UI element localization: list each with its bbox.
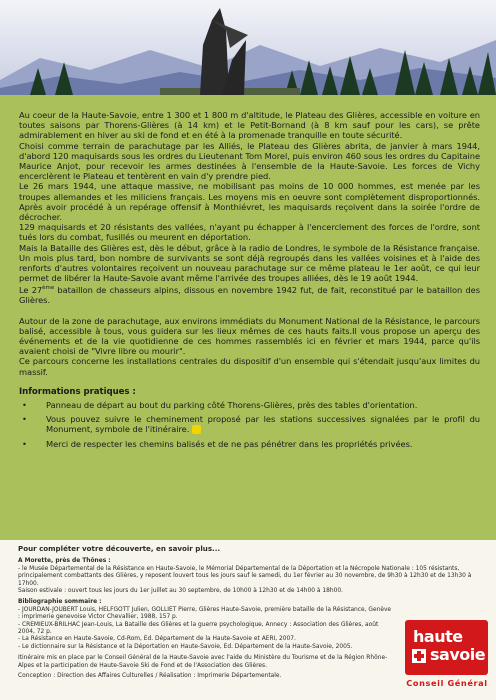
info-title: Informations pratiques :	[19, 386, 136, 397]
haute-savoie-logo: haute savoie Conseil Général	[402, 620, 492, 696]
content-panel	[0, 95, 496, 540]
paragraph-attaque: Le 26 mars 1944, une attaque massive, ne mobilisant pas moins de 10 000 hommes, est menée par les troupes allemandes et les miliciens français. Les moyens mis en oeuvre sont complètement disproportionnés. Après avoir procédé à un repérage offensif à Monthiévret, les maquisards reçoivent dans la soirée l'ordre de décrocher.	[19, 181, 480, 223]
paragraph-parcours: Autour de la zone de parachutage, aux environs immédiats du Monument National de la Résistance, le parcours balisé, accessible à tous, vous guidera sur les lieux mêmes de ces hauts faits.Il vous propose un aperçu des événements et de la vie quotidienne de ces hommes rassemblés ici en février et mars 1944, parce qu'ils avaient choisi de "Vivre libre ou mourir".	[19, 315, 480, 357]
bullet-icon: •	[22, 400, 27, 411]
paragraph-bataillon: Le 27ème bataillon de chasseurs alpins, dissous en novembre 1942 fut, de fait, reconstitué par le bataillon des Glières.	[19, 285, 480, 306]
conception-credits: Conception : Direction des Affaires Culturelles / Réalisation : Imprimerie Départementale.	[18, 673, 282, 680]
paragraph-bataille: Mais la Bataille des Glières est, dès le début, grâce à la radio de Londres, le symbole de la Résistance française. Un mois plus tard, bon nombre de survivants se sont déjà regroupés dans les vallées voisines et à l'aide des renforts d'autres volontaires reçoivent un nouveau parachutage sur ce même plateau le 1er août, ce qui leur permet de libérer la Haute-Savoie avant même l'arrivée des troupes alliées, dès le 19 août 1944.	[19, 242, 480, 284]
paragraph-parachutage: Choisi comme terrain de parachutage par les Alliés, le Plateau des Glières abrita, de janvier à mars 1944, d'abord 120 maquisards sous les ordres du Lieutenant Tom Morel, puis environ 460 sous les ordres du Capitaine Maurice Anjot, pour recevoir les armes destinées à l'ensemble de la Haute-Savoie. Les forces de Vichy encerclèrent le Plateau et tentèrent en vain d'y prendre pied.	[19, 140, 480, 182]
footer-title: Pour compléter votre découverte, en savoir plus...	[18, 544, 221, 553]
monument-profile-icon	[192, 425, 201, 434]
biblio-title: Bibliographie sommaire :	[18, 599, 102, 606]
biblio-line: - La Résistance en Haute-Savoie, Cd-Rom, Ed. Département de la Haute-Savoie et AERI, 2007.	[18, 636, 296, 643]
practical-info	[19, 387, 480, 449]
paragraph-intro: Au coeur de la Haute-Savoie, entre 1 300 et 1 800 m d'altitude, le Plateau des Glières, accessible en voiture en toutes saisons par Thorens-Glières (à 14 km) et le Petit-Bornand (à 8 km sauf pour les cars), se prête admirablement en hiver au ski de fond et en été à la promenade tranquille en toute sécurité.	[19, 110, 480, 141]
paragraph-maquisards: 129 maquisards et 20 résistants des vallées, n'ayant pu échapper à l'encerclement des forces de l'ordre, sont tués lors du combat, fusillés ou meurent en déportation.	[19, 222, 480, 243]
mountain-landscape-illustration	[0, 0, 496, 95]
biblio-line: - Le dictionnaire sur la Résistance et la Déportation en Haute-Savoie, Ed. Département de la Haute-Savoie, 2005.	[18, 643, 353, 650]
header-photo-monument	[0, 0, 496, 95]
savoie-cross-icon	[412, 649, 426, 663]
info-item: • Vous pouvez suivre le cheminement proposé par les stations successives signalées par le profil du Monument, symbole de l'itinéraire.	[22, 414, 480, 435]
bullet-icon: •	[22, 438, 27, 449]
biblio-line: - CREMIEUX-BRILHAC Jean-Louis, La Bataille des Glières et la guerre psychologique, Annecy : Association des Glières, août 2004, 72 p.	[18, 621, 379, 636]
info-item: • Panneau de départ au bout du parking côté Thorens-Glières, près des tables d'orientation.	[22, 400, 418, 411]
itinerary-credits: Itinéraire mis en place par le Conseil Général de la Haute-Savoie avec l'aide du Ministère du Tourisme et de la Région Rhône-Alpes et la participation de Haute-Savoie Ski de Fond et de l'Association des Glières.	[18, 655, 388, 669]
paragraph-installations: Ce parcours concerne les installations centrales du dispositif d'un ensemble qui s'étendait jusqu'aux limites du massif.	[19, 356, 480, 377]
info-item: • Merci de respecter les chemins balisés et de ne pas pénétrer dans les propriétés privées.	[22, 438, 413, 449]
morette-line: - le Musée Départemental de la Résistance en Haute-Savoie, le Mémorial Départemental de la Déportation et la Nécropole Nationale : 105 résistants, principalement combattants des Glières, y reposent louvert tous les jours sauf le samedi, du 1er février au 30 novembre, de 9h30 à 12h30 et de 13h30 à 17h00.	[18, 565, 472, 587]
biblio-line: - JOURDAN-JOUBERT Louis, HELFGOTT Julien, GOLLIET Pierre, Glières Haute-Savoie, première bataille de la Résistance, Genève : imprimerie genevoise Victor Chevallier, 1988, 157 p.	[18, 606, 392, 621]
main-text	[19, 110, 480, 453]
morette-line: Saison estivale : ouvert tous les jours du 1er juillet au 30 septembre, de 10h00 à 12h30 et de 14h00 à 18h00.	[18, 588, 343, 595]
bullet-icon: •	[22, 414, 27, 425]
morette-title: A Morette, près de Thônes :	[18, 558, 111, 565]
